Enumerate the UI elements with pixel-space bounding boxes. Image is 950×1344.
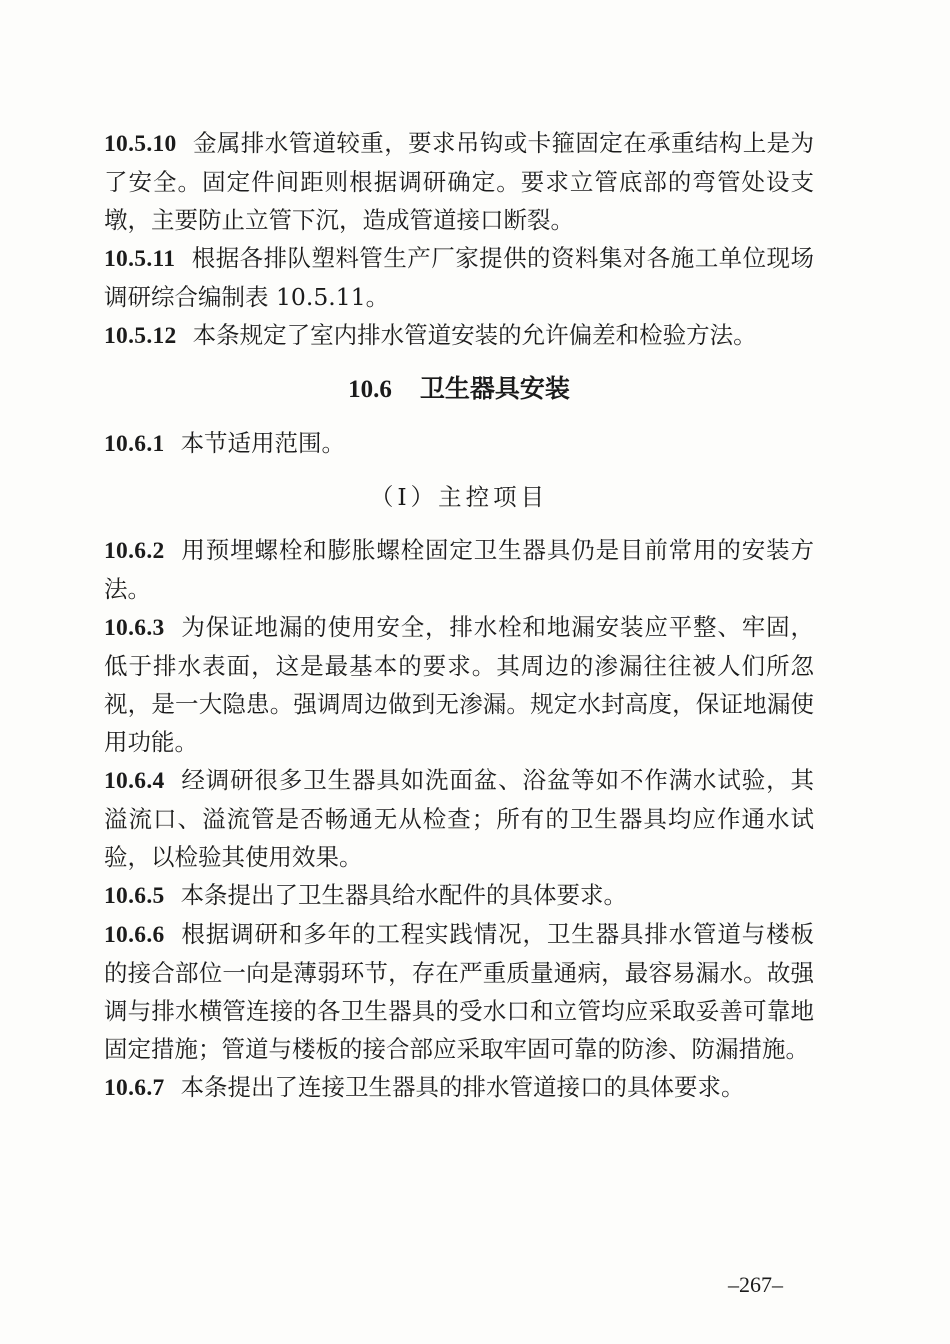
clause-number: 10.6.4 [104, 768, 165, 794]
clause-number: 10.5.10 [104, 131, 177, 157]
clause-number: 10.5.12 [104, 323, 177, 349]
clause-10-6-6 [104, 915, 814, 1068]
clause-text: 本条规定了室内排水管道安装的允许偏差和检验方法。 [192, 321, 757, 349]
clause-number: 10.6.3 [104, 615, 165, 641]
clause-10-6-4 [104, 761, 814, 876]
clause-10-6-3 [104, 608, 814, 761]
clause-10-6-2 [104, 531, 814, 608]
clause-10-5-10 [104, 124, 814, 239]
clause-text: 本条提出了连接卫生器具的排水管道接口的具体要求。 [180, 1073, 745, 1101]
clause-number: 10.6.5 [104, 883, 165, 909]
clause-number: 10.6.6 [104, 922, 165, 948]
clause-text: 本节适用范围。 [180, 429, 346, 457]
clause-text: 根据各排队塑料管生产厂家提供的资料集对各施工单位现场调研综合编制表 10.5.11。 [104, 244, 814, 311]
clause-number: 10.6.7 [104, 1075, 165, 1101]
clause-number: 10.6.2 [104, 538, 165, 564]
clause-number: 10.5.11 [104, 246, 176, 272]
subsection-heading: （Ⅰ）主控项目 [369, 483, 549, 511]
clause-10-6-1 [104, 424, 814, 463]
clause-number: 10.6.1 [104, 431, 165, 457]
section-heading [104, 367, 814, 412]
clause-text: 为保证地漏的使用安全，排水栓和地漏安装应平整、牢固，低于排水表面，这是最基本的要求。其周边的渗漏往往被人们所忽视，是一大隐患。强调周边做到无渗漏。规定水封高度，保证地漏使用功能。 [104, 613, 814, 756]
clause-10-6-7 [104, 1068, 814, 1107]
clause-text: 经调研很多卫生器具如洗面盆、浴盆等如不作满水试验，其溢流口、溢流管是否畅通无从检查；所有的卫生器具均应作通水试验，以检验其使用效果。 [104, 766, 814, 871]
page-body [104, 124, 814, 1107]
section-number: 10.6 [348, 376, 392, 403]
page-number: –267– [728, 1272, 783, 1297]
clause-text: 用预埋螺栓和膨胀螺栓固定卫生器具仍是目前常用的安装方法。 [104, 536, 814, 603]
clause-10-6-5 [104, 876, 814, 915]
section-title: 卫生器具安装 [419, 374, 570, 403]
clause-text: 根据调研和多年的工程实践情况，卫生器具排水管道与楼板的接合部位一向是薄弱环节，存在严重质量通病，最容易漏水。故强调与排水横管连接的各卫生器具的受水口和立管均应采取妥善可靠地固定措施；管道与楼板的接合部应采取牢固可靠的防渗、防漏措施。 [104, 920, 814, 1063]
clause-10-5-12 [104, 316, 814, 355]
clause-text: 本条提出了卫生器具给水配件的具体要求。 [180, 881, 628, 909]
clause-text: 金属排水管道较重，要求吊钩或卡箍固定在承重结构上是为了安全。固定件间距则根据调研确定。要求立管底部的弯管处设支墩，主要防止立管下沉，造成管道接口断裂。 [104, 129, 814, 234]
clause-10-5-11 [104, 239, 814, 316]
